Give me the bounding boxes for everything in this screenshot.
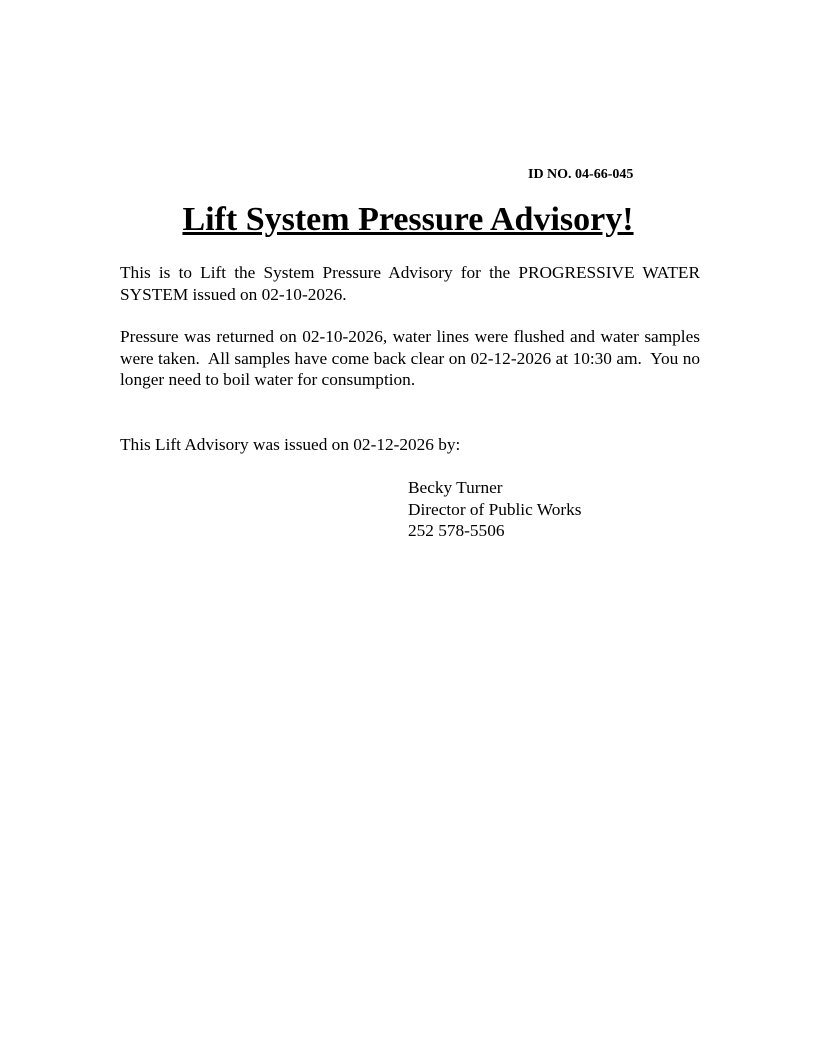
paragraph-lift-notice: This is to Lift the System Pressure Advisory for the PROGRESSIVE WATER SYSTEM issued on 02-10-2026. <box>120 263 700 304</box>
paragraph-details: Pressure was returned on 02-10-2026, water lines were flushed and water samples were taken. All samples have come back clear on 02-12-2026 at 10:30 am. You no longer need to boil water for consumption. <box>120 327 700 389</box>
signature-block <box>408 477 581 542</box>
id-number: ID NO. 04-66-045 <box>528 167 634 182</box>
signature-position: Director of Public Works <box>408 499 582 519</box>
paragraph-issued-by: This Lift Advisory was issued on 02-12-2026 by: <box>120 435 461 454</box>
signature-phone: 252 578-5506 <box>408 521 505 540</box>
signature-name: Becky Turner <box>408 478 503 497</box>
page-title: Lift System Pressure Advisory! <box>182 201 634 238</box>
